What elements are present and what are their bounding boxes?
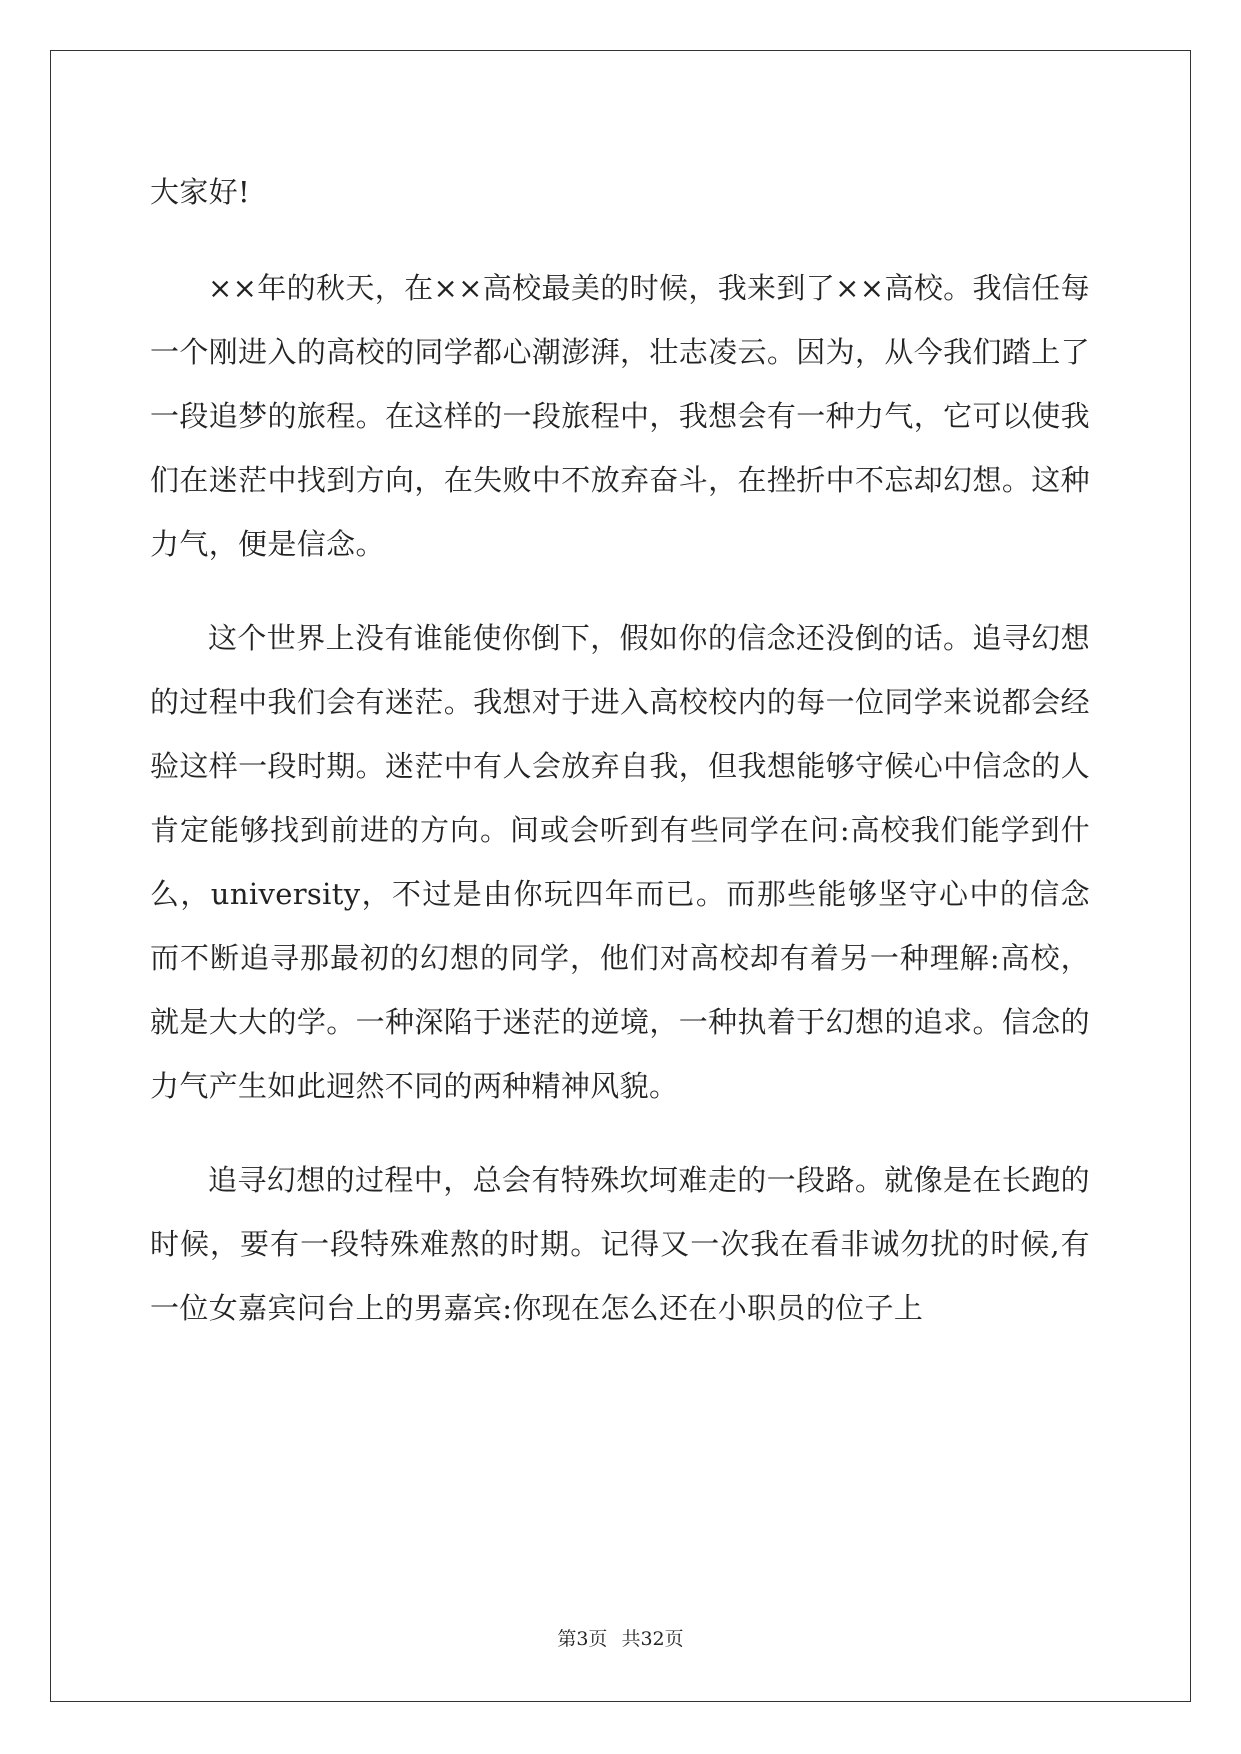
- page-footer: [0, 1624, 1241, 1651]
- paragraph-3: 追寻幻想的过程中，总会有特殊坎坷难走的一段路。就像是在长跑的时候，要有一段特殊难熬的时期。记得又一次我在看非诚勿扰的时候,有一位女嘉宾问台上的男嘉宾:你现在怎么还在小职员的位子上: [150, 1163, 1090, 1325]
- page-total: 共32页: [621, 1628, 684, 1650]
- paragraph-1: ××年的秋天，在××高校最美的时候，我来到了××高校。我信任每一个刚进入的高校的同学都心潮澎湃，壮志凌云。因为，从今我们踏上了一段追梦的旅程。在这样的一段旅程中，我想会有一种力气，它可以使我们在迷茫中找到方向，在失败中不放弃奋斗，在挫折中不忘却幻想。这种力气，便是信念。: [150, 271, 1090, 561]
- document-body: [150, 160, 1090, 1340]
- paragraph-2: 这个世界上没有谁能使你倒下，假如你的信念还没倒的话。追寻幻想的过程中我们会有迷茫。我想对于进入高校校内的每一位同学来说都会经验这样一段时期。迷茫中有人会放弃自我，但我想能够守候心中信念的人肯定能够找到前进的方向。间或会听到有些同学在问:高校我们能学到什么，university，不过是由你玩四年而已。而那些能够坚守心中的信念而不断追寻那最初的幻想的同学，他们对高校却有着另一种理解:高校，就是大大的学。一种深陷于迷茫的逆境，一种执着于幻想的追求。信念的力气产生如此迥然不同的两种精神风貌。: [150, 621, 1090, 1103]
- page-number: 第3页: [557, 1628, 608, 1650]
- greeting: 大家好!: [150, 175, 251, 209]
